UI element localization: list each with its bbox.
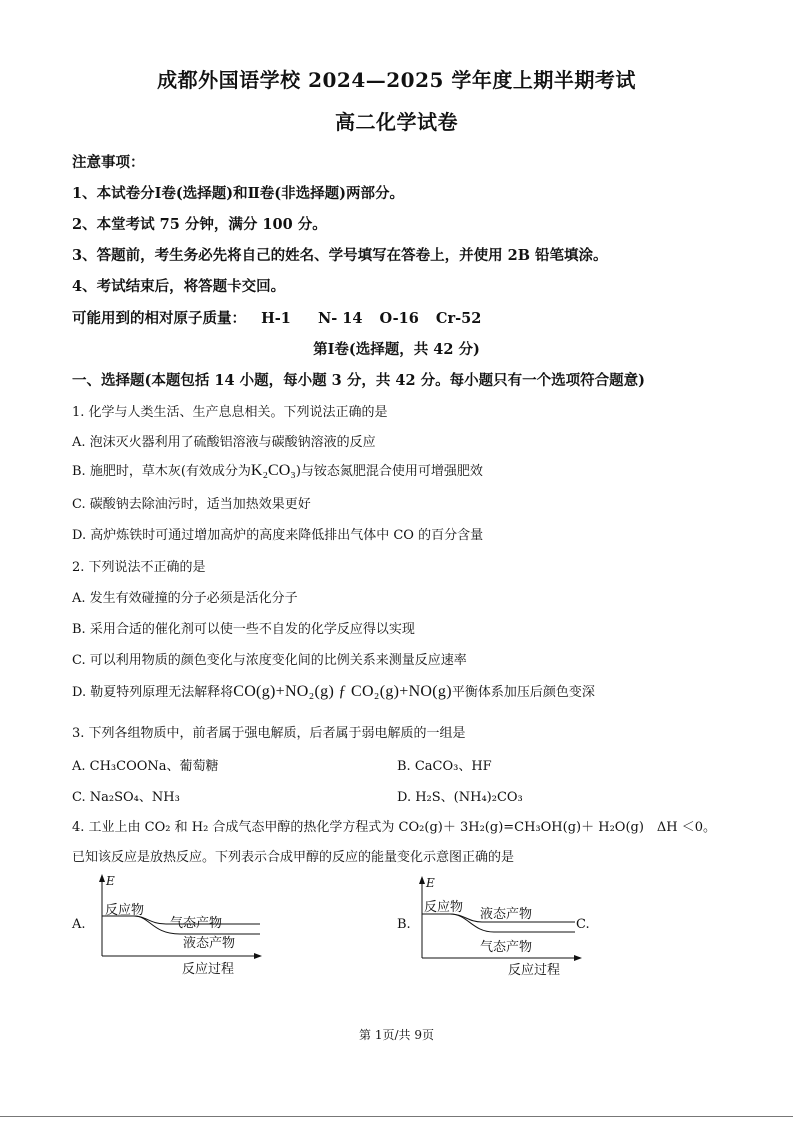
page-bottom-divider [0, 1116, 793, 1117]
y-axis-arrow [99, 874, 105, 882]
notes-heading: 注意事项： [72, 154, 145, 171]
y-axis-arrow [419, 876, 425, 884]
notes-item: 3、答题前，考生务必先将自己的姓名、学号填写在答卷上，并使用 2B 铅笔填涂。 [72, 247, 608, 264]
q2-stem: 2. 下列说法不正确的是 [72, 560, 206, 575]
q2-option-d-equation: CO(g)+NO₂(g) ƒ CO₂(g)+NO(g) [233, 683, 452, 700]
q3-option-d: D. H₂S、(NH₄)₂CO₃ [397, 790, 523, 805]
q1-option-b [72, 460, 483, 480]
x-axis-arrow [254, 953, 262, 959]
q4-diagram-b [410, 874, 590, 978]
q4-stem-line1: 4. 工业上由 CO₂ 和 H₂ 合成气态甲醇的热化学方程式为 CO₂(g)＋ 3H₂(g)=CH₃OH(g)＋ H₂O(g) ΔH ＜0。 [72, 820, 717, 835]
energy-diagram-b [410, 874, 590, 978]
q3-stem: 3. 下列各组物质中，前者属于强电解质，后者属于弱电解质的一组是 [72, 726, 466, 741]
exam-title: 成都外国语学校 2024—2025 学年度上期半期考试 [157, 68, 636, 92]
q1-stem: 1. 化学与人类生活、生产息息相关。下列说法正确的是 [72, 405, 388, 420]
q3-option-a: A. CH₃COONa、葡萄糖 [72, 759, 219, 774]
q2-option-d-pre: D. 勒夏特列原理无法解释将 [72, 685, 234, 700]
q1-option-d: D. 高炉炼铁时可通过增加高炉的高度来降低排出气体中 CO 的百分含量 [72, 528, 484, 543]
q4-option-c-label: C. [576, 917, 590, 932]
reactant-label: 反应物 [105, 903, 145, 918]
notes-item: 1、本试卷分Ⅰ卷(选择题)和Ⅱ卷(非选择题)两部分。 [72, 185, 405, 202]
page-number: 第 1页/共 9页 [359, 1028, 434, 1042]
q2-option-b: B. 采用合适的催化剂可以使一些不自发的化学反应得以实现 [72, 622, 415, 637]
q2-option-c: C. 可以利用物质的颜色变化与浓度变化间的比例关系来测量反应速率 [72, 653, 467, 668]
q1-option-b-formula: K₂CO₃ [250, 462, 296, 479]
exam-subtitle: 高二化学试卷 [335, 110, 458, 134]
q4-diagram-a [90, 872, 270, 976]
axis-e-label: E [106, 874, 115, 888]
atomic-mass-o: O-16 [379, 310, 419, 327]
atomic-mass-label: 可能用到的相对原子质量： [72, 310, 246, 327]
lower-product-label: 气态产物 [480, 940, 533, 955]
part1-title: 第Ⅰ卷(选择题，共 42 分) [313, 341, 480, 358]
atomic-mass-h: H-1 [261, 310, 291, 327]
axis-e-label: E [426, 876, 435, 890]
x-axis-arrow [574, 955, 582, 961]
notes-item: 4、考试结束后，将答题卡交回。 [72, 278, 286, 295]
q2-option-d [72, 681, 595, 701]
upper-product-label: 气态产物 [170, 916, 223, 931]
axis-x-label: 反应过程 [508, 963, 561, 978]
notes-item: 2、本堂考试 75 分钟，满分 100 分。 [72, 216, 327, 233]
q4-option-b-label: B. [397, 917, 411, 932]
upper-product-label: 液态产物 [480, 907, 533, 922]
q4-option-a-label: A. [72, 917, 86, 932]
q4-stem-line2: 已知该反应是放热反应。下列表示合成甲醇的反应的能量变化示意图正确的是 [72, 850, 515, 865]
q2-option-a: A. 发生有效碰撞的分子必须是活化分子 [72, 591, 298, 606]
section-heading: 一、选择题(本题包括 14 小题，每小题 3 分，共 42 分。每小题只有一个选项符合题意) [72, 372, 645, 389]
q3-option-b: B. CaCO₃、HF [397, 759, 492, 774]
q1-option-b-pre: B. 施肥时，草木灰(有效成分为 [72, 464, 251, 479]
axis-x-label: 反应过程 [182, 962, 235, 977]
q3-option-c: C. Na₂SO₄、NH₃ [72, 790, 180, 805]
q1-option-c: C. 碳酸钠去除油污时，适当加热效果更好 [72, 497, 311, 512]
lower-product-label: 液态产物 [183, 936, 236, 951]
reactant-label: 反应物 [424, 900, 464, 915]
q2-option-d-post: 平衡体系加压后颜色变深 [451, 685, 595, 700]
atomic-mass-line [72, 307, 481, 328]
atomic-mass-n: N- 14 [317, 310, 363, 327]
q1-option-a: A. 泡沫灭火器利用了硫酸铝溶液与碳酸钠溶液的反应 [72, 435, 376, 450]
q1-option-b-post: )与铵态氮肥混合使用可增强肥效 [295, 464, 483, 479]
atomic-mass-cr: Cr-52 [435, 310, 482, 327]
